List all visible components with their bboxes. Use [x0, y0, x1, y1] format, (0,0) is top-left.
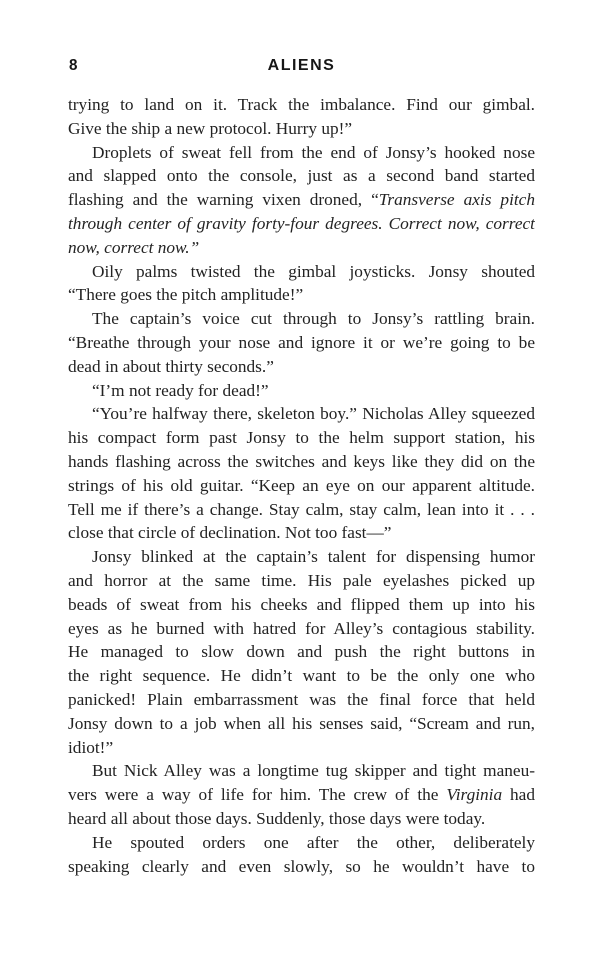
- text-line: heard all about those days. Suddenly, those days were today.: [68, 808, 486, 828]
- text-line: strings of his old guitar. “Keep an eye on our apparent altitude.: [68, 475, 535, 495]
- page-body: [68, 93, 535, 878]
- text-line: Jonsy blinked at the captain’s talent for dispensing humor: [92, 547, 535, 567]
- text-line: flashing and the warning vixen droned, “Transverse axis pitch: [68, 190, 535, 210]
- text-line: Jonsy down to a job when all his senses said, “Scream and run,: [68, 713, 535, 733]
- text-line: “I’m not ready for dead!”: [92, 380, 269, 400]
- text-line: and horror at the same time. His pale eyelashes picked up: [68, 570, 535, 590]
- text-line: close that circle of declination. Not too fast—”: [68, 523, 392, 543]
- text-line: now, correct now.”: [68, 237, 200, 257]
- text-line: the right sequence. He didn’t want to be the only one who: [68, 666, 535, 686]
- text-line: Tell me if there’s a change. Stay calm, stay calm, lean into it . . .: [68, 499, 535, 519]
- text-line: He managed to slow down and push the right buttons in: [68, 642, 535, 662]
- text-line: vers were a way of life for him. The crew of the Virginia had: [68, 785, 535, 805]
- text-line: his compact form past Jonsy to the helm support station, his: [68, 428, 535, 448]
- text-line: through center of gravity forty-four degrees. Correct now, correct: [68, 213, 535, 233]
- text-line: speaking clearly and even slowly, so he wouldn’t have to: [68, 856, 535, 876]
- text-line: “Breathe through your nose and ignore it or we’re going to be: [68, 332, 535, 352]
- text-line: The captain’s voice cut through to Jonsy’s rattling brain.: [92, 309, 535, 329]
- text-line: “There goes the pitch amplitude!”: [68, 285, 304, 305]
- running-head: ALIENS: [267, 57, 336, 74]
- text-line: He spouted orders one after the other, deliberately: [92, 832, 535, 852]
- text-line: idiot!”: [68, 737, 114, 757]
- text-line: eyes as he burned with hatred for Alley’s contagious stability.: [68, 618, 535, 638]
- text-line: “You’re halfway there, skeleton boy.” Nicholas Alley squeezed: [92, 404, 535, 424]
- text-line: hands flashing across the switches and keys like they did on the: [68, 451, 535, 471]
- text-line: Give the ship a new protocol. Hurry up!”: [68, 118, 353, 138]
- text-line: dead in about thirty seconds.”: [68, 356, 274, 376]
- page-number: 8: [69, 57, 78, 74]
- text-line: and slapped onto the console, just as a second band started: [68, 166, 535, 186]
- text-line: But Nick Alley was a longtime tug skipper and tight maneu-: [92, 761, 535, 781]
- text-line: trying to land on it. Track the imbalance. Find our gimbal.: [68, 95, 535, 114]
- text-line: panicked! Plain embarrassment was the final force that held: [68, 689, 535, 709]
- text-line: Oily palms twisted the gimbal joysticks. Jonsy shouted: [92, 261, 535, 281]
- text-line: Droplets of sweat fell from the end of Jonsy’s hooked nose: [92, 142, 535, 162]
- text-line: beads of sweat from his cheeks and flipped them up into his: [68, 594, 535, 614]
- page-header: [68, 57, 535, 77]
